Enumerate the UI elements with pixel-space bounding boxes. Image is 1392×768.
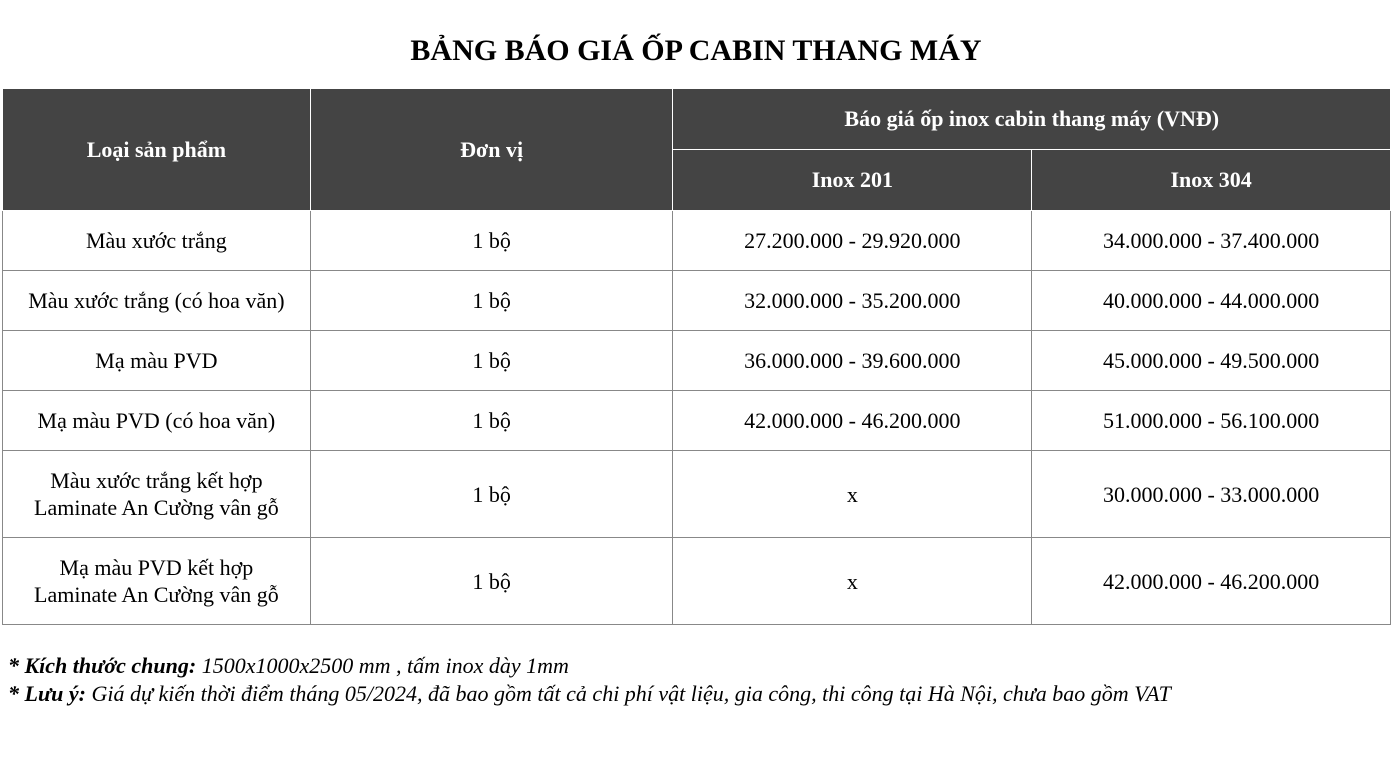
table-row [3,211,1391,271]
note-size [8,652,1171,680]
product-cell: Mạ màu PVD [3,331,311,391]
product-cell: Mạ màu PVD (có hoa văn) [3,391,311,451]
inox304-cell: 34.000.000 - 37.400.000 [1032,211,1391,271]
header-price-group: Báo giá ốp inox cabin thang máy (VNĐ) [673,89,1391,150]
inox304-cell: 45.000.000 - 49.500.000 [1032,331,1391,391]
header-inox201: Inox 201 [673,150,1032,211]
header-inox304: Inox 304 [1032,150,1391,211]
inox201-cell: 27.200.000 - 29.920.000 [673,211,1032,271]
unit-cell: 1 bộ [310,451,673,538]
table-row [3,271,1391,331]
note-label: * Lưu ý: [8,681,86,706]
inox201-cell: x [673,451,1032,538]
product-line: Laminate An Cường vân gỗ [34,582,279,607]
table-row [3,451,1391,538]
product-line: Mạ màu PVD kết hợp [59,555,254,580]
page-title: BẢNG BÁO GIÁ ỐP CABIN THANG MÁY [410,34,982,67]
note-text: 1500x1000x2500 mm , tấm inox dày 1mm [196,653,569,678]
inox201-cell: 32.000.000 - 35.200.000 [673,271,1032,331]
notes [8,652,1171,708]
table-row [3,538,1391,625]
product-line: Laminate An Cường vân gỗ [34,495,279,520]
unit-cell: 1 bộ [310,211,673,271]
price-table [2,88,1391,625]
table-row [3,391,1391,451]
product-cell: Màu xước trắng [3,211,311,271]
product-cell [3,451,311,538]
inox304-cell: 40.000.000 - 44.000.000 [1032,271,1391,331]
inox201-cell: 36.000.000 - 39.600.000 [673,331,1032,391]
table-row [3,331,1391,391]
note-text: Giá dự kiến thời điểm tháng 05/2024, đã bao gồm tất cả chi phí vật liệu, gia công, thi công tại Hà Nội, chưa bao gồm VAT [85,681,1171,706]
inox304-cell: 42.000.000 - 46.200.000 [1032,538,1391,625]
note-label: * Kích thước chung: [8,653,197,678]
inox304-cell: 30.000.000 - 33.000.000 [1032,451,1391,538]
unit-cell: 1 bộ [310,538,673,625]
inox304-cell: 51.000.000 - 56.100.000 [1032,391,1391,451]
product-line: Màu xước trắng kết hợp [50,468,263,493]
product-cell: Màu xước trắng (có hoa văn) [3,271,311,331]
product-cell [3,538,311,625]
inox201-cell: 42.000.000 - 46.200.000 [673,391,1032,451]
unit-cell: 1 bộ [310,331,673,391]
inox201-cell: x [673,538,1032,625]
header-unit: Đơn vị [310,89,673,211]
note-remark [8,680,1171,708]
unit-cell: 1 bộ [310,391,673,451]
unit-cell: 1 bộ [310,271,673,331]
header-product: Loại sản phẩm [3,89,311,211]
